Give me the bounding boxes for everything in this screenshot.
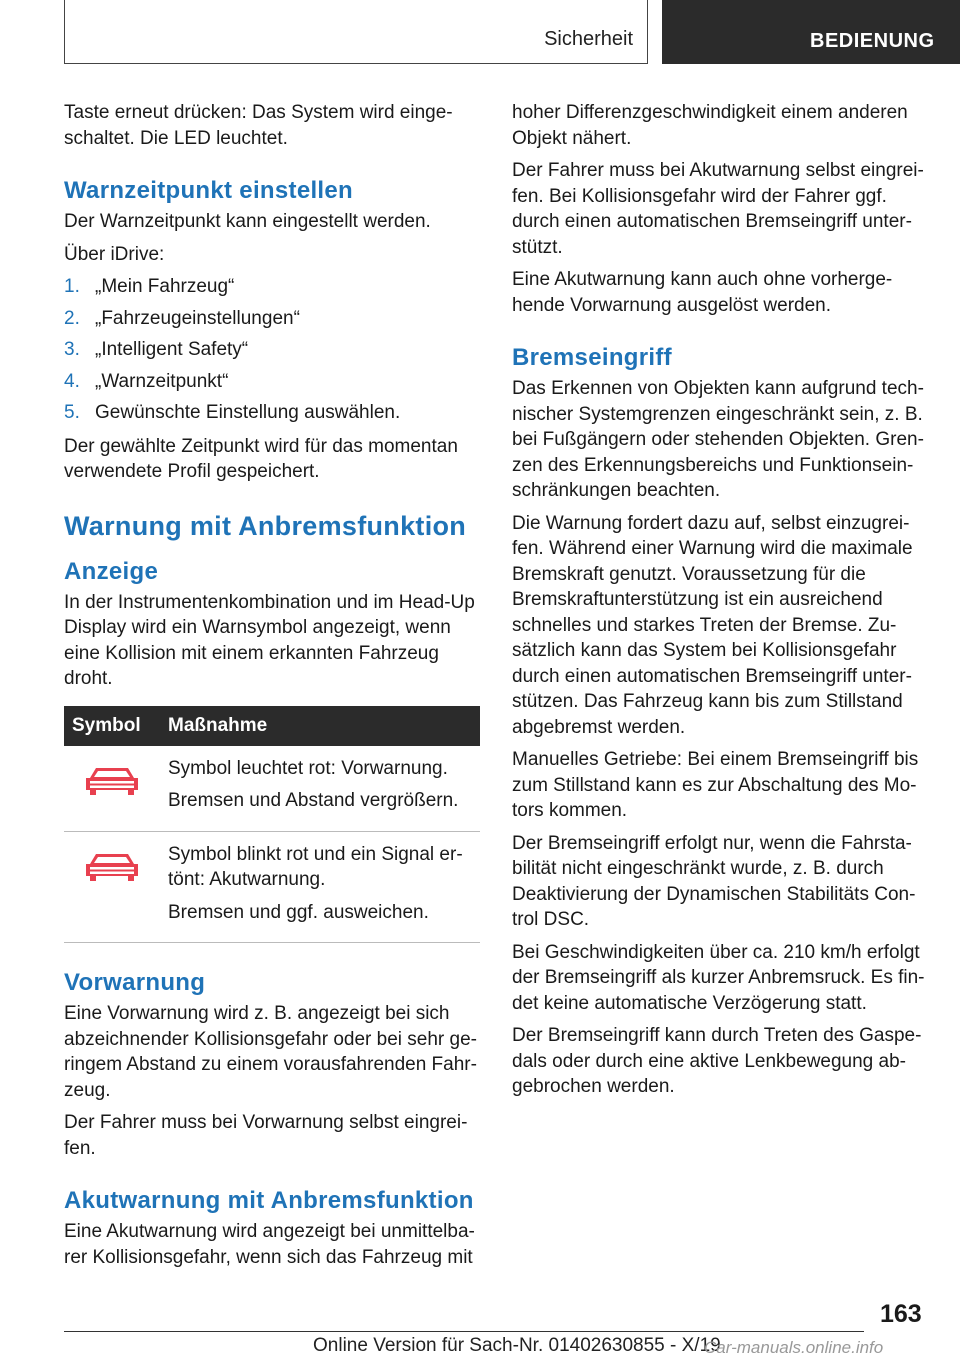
- list-item: [64, 337, 480, 363]
- car-warning-icon: [84, 764, 140, 800]
- table-row: [64, 746, 480, 832]
- car-warning-icon: [84, 850, 140, 886]
- footer-divider: [64, 1331, 864, 1332]
- row1-line2: Bremsen und Abstand vergrößern.: [168, 790, 459, 811]
- table-row: [64, 831, 480, 943]
- step-text: „Intelligent Safety“: [95, 339, 249, 360]
- heading-anzeige: Anzeige: [64, 557, 159, 585]
- paragraph-profil: Der gewählte Zeitpunkt wird für das momentan verwendete Profil gespeichert.: [64, 435, 458, 482]
- step-text: „Mein Fahrzeug“: [95, 276, 235, 297]
- paragraph-r2: Der Fahrer muss bei Akutwarnung selbst eingrei-fen. Bei Kollisionsgefahr wird der Fahrer ggf. durch einen automatischen Bremseingriff unter-stützt.: [512, 160, 924, 258]
- heading-akutwarnung: Akutwarnung mit Anbremsfunktion: [64, 1187, 474, 1214]
- table-header-symbol: Symbol: [64, 706, 160, 746]
- list-item: [64, 306, 480, 332]
- table-header-massnahme: Maßnahme: [160, 706, 480, 746]
- heading-bremseingriff: Bremseingriff: [512, 344, 672, 371]
- paragraph-r3: Eine Akutwarnung kann auch ohne vorherge-hende Vorwarnung ausgelöst werden.: [512, 269, 893, 316]
- paragraph-r8: Bei Geschwindigkeiten über ca. 210 km/h erfolgt der Bremseingriff als kurzer Anbremsruck. Es fin-det keine automatische Verzögerung statt.: [512, 941, 925, 1014]
- paragraph-akutwarnung: Eine Akutwarnung wird angezeigt bei unmittelba-rer Kollisionsgefahr, wenn sich das Fahrzeug mit: [64, 1221, 475, 1268]
- heading-vorwarnung: Vorwarnung: [64, 969, 206, 996]
- paragraph-r9: Der Bremseingriff kann durch Treten des Gaspe-dals oder durch eine aktive Lenkbewegung ab-gebrochen werden.: [512, 1025, 922, 1097]
- step-text: „Fahrzeugeinstellungen“: [95, 307, 300, 329]
- list-item: [64, 369, 480, 395]
- table-cell-text: [160, 831, 480, 943]
- table-cell-icon: [64, 831, 160, 943]
- heading-warnzeitpunkt: Warnzeitpunkt einstellen: [64, 177, 354, 204]
- steps-list: [64, 274, 480, 426]
- paragraph-r6: Manuelles Getriebe: Bei einem Bremseingriff bis zum Stillstand kann es zur Abschaltung des Mo-tors kommen.: [512, 749, 919, 821]
- header-section-tab: [64, 0, 648, 64]
- table-cell-icon: [64, 746, 160, 832]
- left-column: [64, 100, 480, 1277]
- step-number: 1.: [64, 276, 80, 297]
- heading-warnung: Warnung mit Anbremsfunktion: [64, 510, 467, 541]
- symbol-table: [64, 706, 480, 944]
- step-number: 2.: [64, 307, 80, 329]
- intro-paragraph: Taste erneut drücken: Das System wird einge-schaltet. Die LED leuchtet.: [64, 102, 453, 149]
- step-text: Gewünschte Einstellung auswählen.: [95, 402, 401, 423]
- step-number: 5.: [64, 402, 80, 423]
- footer-watermark: Car-manuals.online.info: [704, 1338, 884, 1357]
- paragraph-r5: Die Warnung fordert dazu auf, selbst einzugrei-fen. Während einer Warnung wird die maximale Bremskraft genutzt. Voraussetzung für die Bremskraftunterstützung ist ein ausreichend schnelles und starkes Treten der Bremse. Zu-sätzlich kann das System bei Kollisionsgefahr durch einen automatischen Bremseingriff unter-stützen. Das Fahrzeug kann bis zum Stillstand abgebremst werden.: [512, 512, 913, 738]
- header-chapter-tab: [662, 0, 960, 64]
- step-number: 3.: [64, 339, 80, 360]
- row2-line2: Bremsen und ggf. ausweichen.: [168, 901, 429, 923]
- paragraph-r7: Der Bremseingriff erfolgt nur, wenn die Fahrsta-bilität nicht eingeschränkt wurde, z. B. durch Deaktivierung der Dynamischen Stabilitäts Con-trol DSC.: [512, 832, 916, 930]
- paragraph-vorwarnung-1: Eine Vorwarnung wird z. B. angezeigt bei sich abzeichnender Kollisionsgefahr oder bei sehr ge-ringem Abstand zu einem vorausfahrenden Fahr-zeug.: [64, 1003, 477, 1101]
- right-column: [512, 100, 928, 1107]
- row1-line1: Symbol leuchtet rot: Vorwarnung.: [168, 757, 448, 779]
- paragraph-anzeige: In der Instrumentenkombination und im Head-Up Display wird ein Warnsymbol angezeigt, wenn eine Kollision mit einem erkannten Fahrzeug droht.: [64, 591, 475, 689]
- paragraph-warnzeitpunkt: Der Warnzeitpunkt kann eingestellt werden.: [64, 211, 431, 232]
- paragraph-idrive: Über iDrive:: [64, 243, 165, 265]
- paragraph-vorwarnung-2: Der Fahrer muss bei Vorwarnung selbst eingrei-fen.: [64, 1112, 468, 1159]
- list-item: [64, 274, 480, 300]
- step-number: 4.: [64, 370, 80, 392]
- footer-online-version: Online Version für Sach-Nr. 01402630855 - X/19: [313, 1335, 721, 1356]
- header-section-title: Sicherheit: [544, 28, 633, 50]
- table-cell-text: [160, 746, 480, 832]
- list-item: [64, 400, 480, 426]
- paragraph-r1: hoher Differenzgeschwindigkeit einem anderen Objekt nähert.: [512, 102, 908, 149]
- header-chapter-title: BEDIENUNG: [810, 30, 935, 52]
- step-text: „Warnzeitpunkt“: [95, 370, 229, 392]
- paragraph-r4: Das Erkennen von Objekten kann aufgrund tech-nischer Systemgrenzen eingeschränkt sein, z. B. bei Fußgängern oder stehenden Objekten. Gren-zen des Erkennungsbereichs und Funktionsein-schränkungen beachten.: [512, 378, 924, 501]
- page-number: 163: [880, 1300, 922, 1328]
- row2-line1: Symbol blinkt rot und ein Signal er-tönt: Akutwarnung.: [168, 843, 463, 890]
